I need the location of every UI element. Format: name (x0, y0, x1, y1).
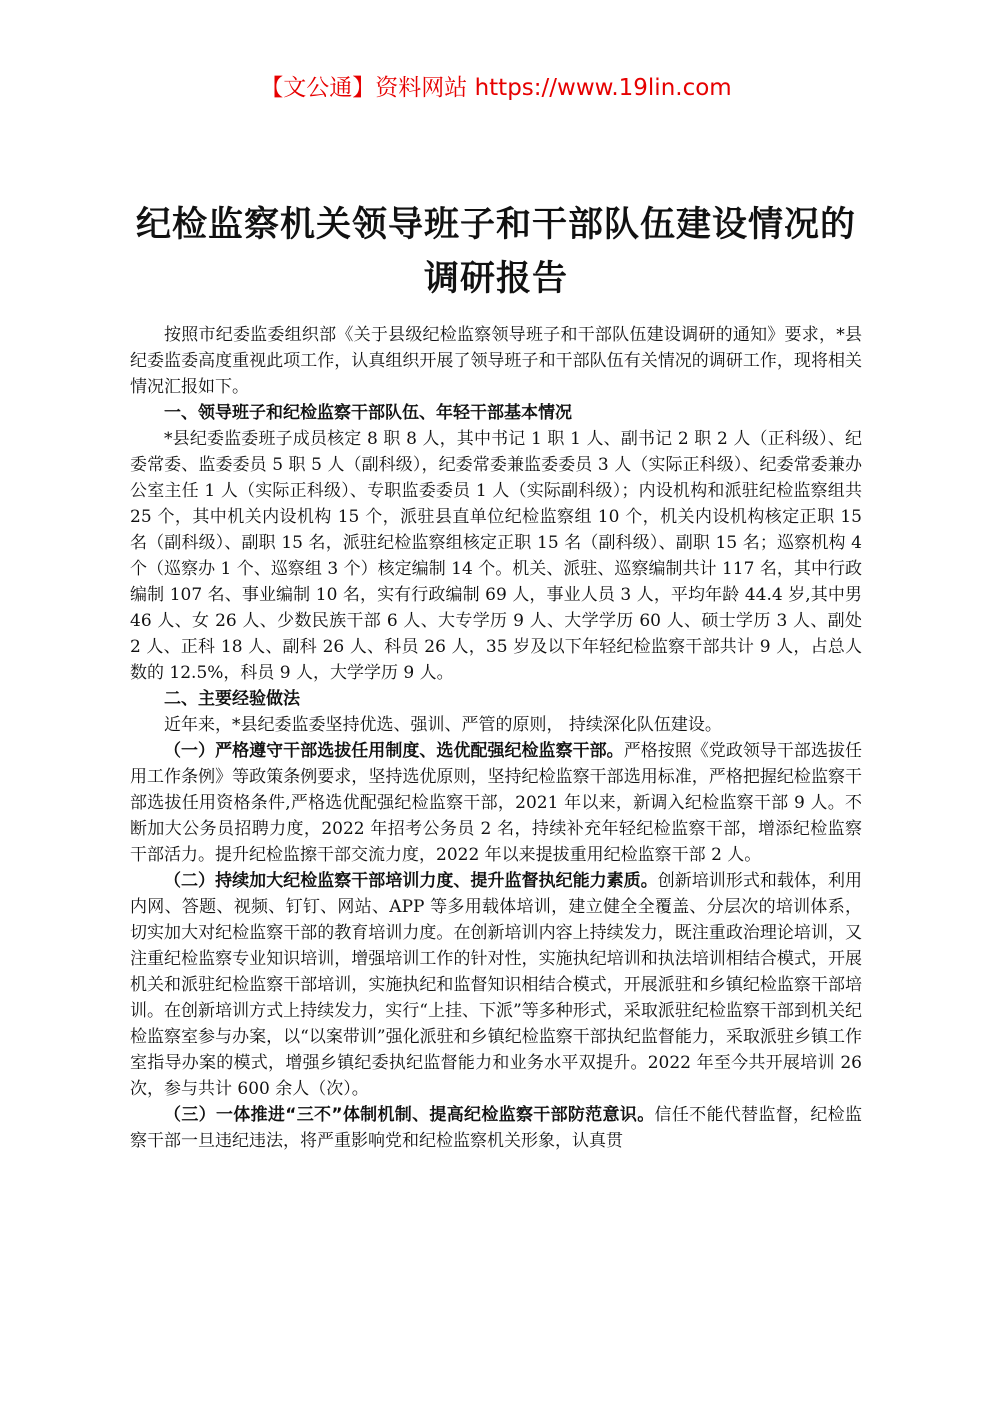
section-heading-2: 二、主要经验做法 (164, 689, 300, 709)
subsection-3-lead: （三）一体推进“三不”体制机制、提高纪检监察干部防范意识。 (164, 1105, 655, 1125)
section-heading-1: 一、领导班子和纪检监察干部队伍、年轻干部基本情况 (164, 403, 572, 423)
document-body (130, 322, 862, 1154)
subsection-2-text: 创新培训形式和载体，利用内网、答题、视频、钉钉、网站、APP 等多用载体培训，建立健全全覆盖、分层次的培训体系，切实加大对纪检监察干部的教育培训力度。在创新培训内容上持续发力，既注重政治理论培训，又注重纪检监察专业知识培训，增强培训工作的针对性，实施执纪培训和执法培训相结合模式，开展机关和派驻纪检监察干部培训，实施执纪和监督知识相结合模式，开展派驻和乡镇纪检监察干部培训。在创新培训方式上持续发力，实行“上挂、下派”等多种形式，采取派驻纪检监察干部到机关纪检监察室参与办案，以“以案带训”强化派驻和乡镇纪检监察干部执纪监督能力，采取派驻乡镇工作室指导办案的模式，增强乡镇纪委执纪监督能力和业务水平双提升。2022 年至今共开展培训 26 次，参与共计 600 余人（次）。 (130, 871, 863, 1099)
subsection-2 (130, 868, 862, 1102)
subsection-3 (130, 1102, 862, 1154)
subsection-1 (130, 738, 862, 868)
subsection-1-text: 严格按照《党政领导干部选拔任用工作条例》等政策条例要求，坚持选优原则，坚持纪检监察干部选用标准，严格把握纪检监察干部选拔任用资格条件,严格选优配强纪检监察干部，2021 年以来，新调入纪检监察干部 9 人。不断加大公务员招聘力度，2022 年招考公务员 2 名，持续补充年轻纪检监察干部，增添纪检监察干部活力。提升纪检监擦干部交流力度，2022 年以来提拔重用纪检监察干部 2 人。 (130, 741, 863, 865)
subsection-2-lead: （二）持续加大纪检监察干部培训力度、提升监督执纪能力素质。 (164, 871, 658, 891)
subsection-1-lead: （一）严格遵守干部选拔任用制度、选优配强纪检监察干部。 (164, 741, 624, 761)
intro-paragraph: 按照市纪委监委组织部《关于县级纪检监察领导班子和干部队伍建设调研的通知》要求，*县纪委监委高度重视此项工作，认真组织开展了领导班子和干部队伍有关情况的调研工作，现将相关情况汇报如下。 (130, 325, 862, 397)
title-line-1: 纪检监察机关领导班子和干部队伍建设情况的 (135, 205, 856, 245)
site-url[interactable]: 资料网站 https://www.19lin.com (375, 75, 732, 101)
site-header (0, 71, 992, 105)
document-title (120, 198, 872, 306)
subsection-3-text: 信任不能代替监督，纪检监察干部一旦违纪违法，将严重影响党和纪检监察机关形象，认真贯 (130, 1105, 862, 1151)
title-line-2: 调研报告 (423, 259, 568, 299)
section-1-paragraph: *县纪委监委班子成员核定 8 职 8 人，其中书记 1 职 1 人、副书记 2 职 2 人（正科级）、纪委常委、监委委员 5 职 5 人（副科级），纪委常委兼监委委员 3 人（实际正科级）、纪委常委兼办公室主任 1 人（实际正科级）、专职监委委员 1 人（实际副科级）；内设机构和派驻纪检监察组共 25 个，其中机关内设机构 15 个，派驻县直单位纪检监察组 10 个，机关内设机构核定正职 15 名（副科级）、副职 15 名，派驻纪检监察组核定正职 15 名（副科级）、副职 15 名；巡察机构 4 个（巡察办 1 个、巡察组 3 个）核定编制 14 个。机关、派驻、巡察编制共计 117 名，其中行政编制 107 名、事业编制 10 名，实有行政编制 69 人，事业人员 3 人，平均年龄 44.4 岁,其中男 46 人、女 26 人、少数民族干部 6 人、大专学历 9 人、大学学历 60 人、硕士学历 3 人、副处 2 人、正科 18 人、副科 26 人、科员 26 人，35 岁及以下年轻纪检监察干部共计 9 人，占总人数的 12.5%，科员 9 人，大学学历 9 人。 (130, 429, 862, 683)
section-2-intro: 近年来，*县纪委监委坚持优选、强训、严管的原则， 持续深化队伍建设。 (164, 715, 722, 735)
brand-name: 【文公通】 (260, 75, 376, 101)
